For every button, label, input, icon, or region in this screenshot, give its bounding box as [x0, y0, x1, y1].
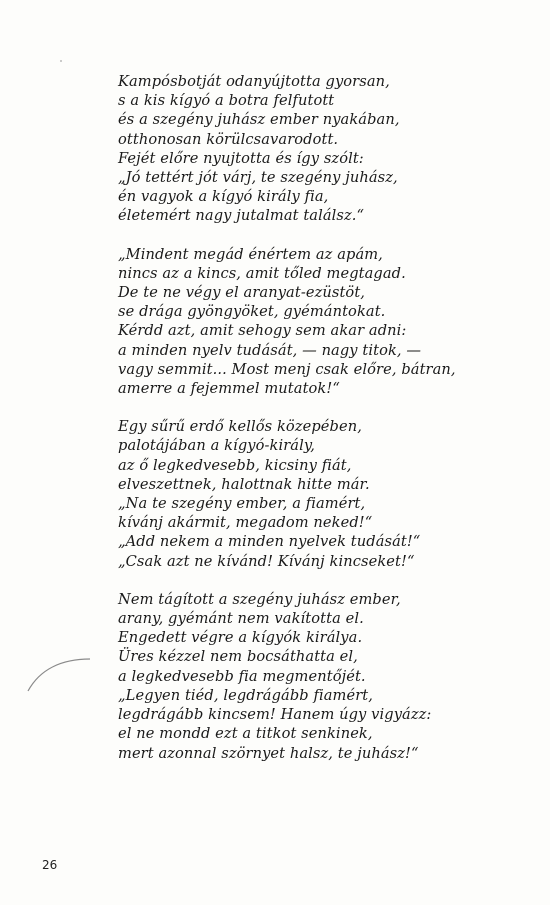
poem-line: mert azonnal szörnyet halsz, te juhász!“ — [118, 744, 419, 762]
poem-line: nincs az a kincs, amit tőled megtagad. — [118, 264, 406, 282]
stanza-gap — [118, 226, 418, 245]
poem-line: se drága gyöngyöket, gyémántokat. — [118, 303, 386, 321]
poem-line: életemért nagy jutalmat találsz.“ — [118, 207, 365, 225]
poem-line: Kampósbotját odanyújtotta gyorsan, — [118, 73, 390, 90]
poem-line: vagy semmit... Most menj csak előre, bátran, — [118, 360, 456, 378]
poem-line: „Na te szegény ember, a fiamért, — [118, 495, 366, 513]
poem-line: a minden nyelv tudását, — nagy titok, — — [118, 341, 422, 359]
poem-line: Nem tágított a szegény juhász ember, — [118, 590, 401, 608]
poem-line: és a szegény juhász ember nyakában, — [118, 111, 400, 129]
poem-line: Üres kézzel nem bocsáthatta el, — [118, 648, 358, 666]
poem-line: „Add nekem a minden nyelvek tudását!“ — [118, 533, 421, 551]
paper-speck — [60, 60, 62, 62]
page-number: 26 — [42, 858, 58, 872]
poem-line: „Mindent megád énértem az apám, — [118, 245, 383, 263]
poem-line: Kérdd azt, amit sehogy sem akar adni: — [118, 322, 407, 340]
poem-line: Engedett végre a kígyók királya. — [118, 629, 363, 647]
poem-line: elveszettnek, halottnak hitte már. — [118, 475, 370, 493]
stanza-4 — [118, 590, 432, 763]
stanza-gap — [118, 398, 418, 417]
stanza-2 — [118, 245, 456, 399]
poem-line: palotájában a kígyó-király, — [118, 437, 316, 455]
poem-line: az ő legkedvesebb, kicsiny fiát, — [118, 456, 352, 474]
poem-line: „Legyen tiéd, legdrágább fiamért, — [118, 686, 373, 704]
stanza-1 — [118, 72, 418, 226]
stanza-gap — [118, 571, 418, 590]
poem-line: Egy sűrű erdő kellős közepében, — [118, 418, 362, 436]
poem-line: el ne mondd ezt a titkot senkinek, — [118, 725, 373, 743]
poem-line: Fejét előre nyujtotta és így szólt: — [118, 149, 364, 167]
poem-line: „Jó tettért jót várj, te szegény juhász, — [118, 169, 398, 187]
stanza-3 — [118, 417, 421, 571]
poem — [118, 72, 456, 763]
poem-line: a legkedvesebb fia megmentőjét. — [118, 667, 366, 685]
poem-line: s a kis kígyó a botra felfutott — [118, 92, 335, 110]
poem-line: De te ne végy el aranyat-ezüstöt, — [118, 284, 366, 302]
poem-line: arany, gyémánt nem vakította el. — [118, 610, 364, 628]
poem-line: legdrágább kincsem! Hanem úgy vigyázz: — [118, 706, 432, 724]
poem-line: én vagyok a kígyó király fia, — [118, 188, 329, 206]
poem-line: „Csak azt ne kívánd! Kívánj kincseket!“ — [118, 552, 415, 570]
poem-line: amerre a fejemmel mutatok!“ — [118, 380, 340, 398]
poem-line: otthonosan körülcsavarodott. — [118, 130, 339, 148]
margin-pencil-mark — [22, 655, 92, 695]
poem-line: kívánj akármit, megadom neked!“ — [118, 514, 373, 532]
